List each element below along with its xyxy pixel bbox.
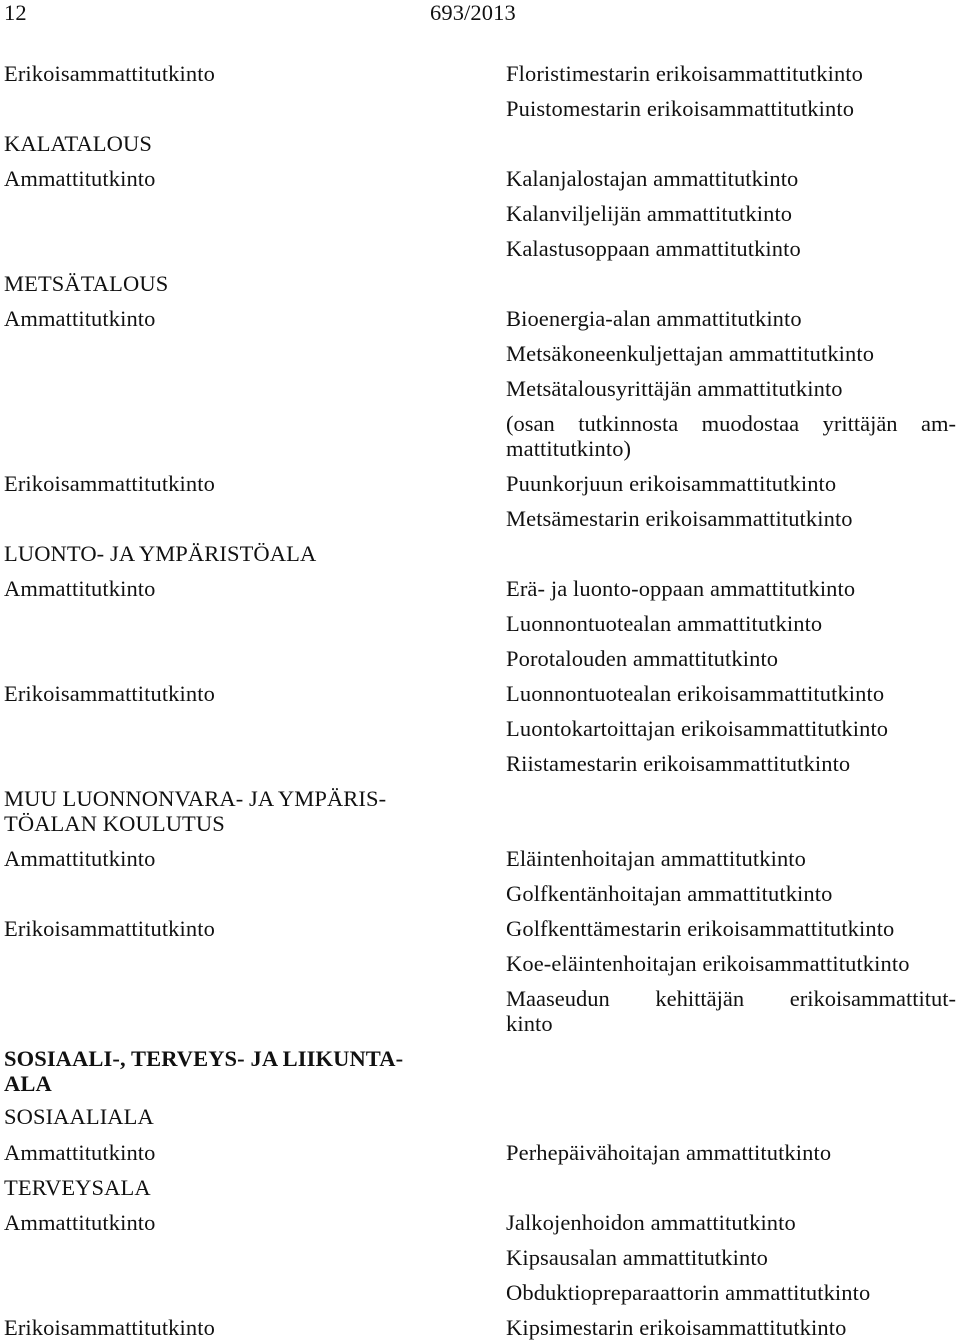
level-label: Erikoisammattitutkinto xyxy=(4,471,215,496)
qualification-item: Luonnontuotealan erikoisammattitutkinto xyxy=(506,681,885,706)
qualification-item: Eläintenhoitajan ammattitutkinto xyxy=(506,846,807,871)
qualification-item: Golfkentänhoitajan ammattitutkinto xyxy=(506,881,833,906)
qualification-item: Erä- ja luonto-oppaan ammattitutkinto xyxy=(506,576,856,601)
level-label: Ammattitutkinto xyxy=(4,846,156,871)
level-label: Erikoisammattitutkinto xyxy=(4,916,215,941)
qualification-item: Porotalouden ammattitutkinto xyxy=(506,646,779,671)
qualification-item-continued: kinto xyxy=(506,1011,553,1036)
level-label: Ammattitutkinto xyxy=(4,1210,156,1235)
qualification-item: Puistomestarin erikoisammattitutkinto xyxy=(506,96,855,121)
qualification-item: Floristimestarin erikoisammattitutkinto xyxy=(506,61,863,86)
qualification-item: Jalkojenhoidon ammattitutkinto xyxy=(506,1210,796,1235)
qualification-item: Metsämestarin erikoisammattitutkinto xyxy=(506,506,853,531)
qualification-item: Riistamestarin erikoisammattitutkinto xyxy=(506,751,851,776)
section-heading: MUU LUONNONVARA- JA YMPÄRIS- xyxy=(4,786,387,811)
qualification-item: Kipsausalan ammattitutkinto xyxy=(506,1245,769,1270)
level-label: Erikoisammattitutkinto xyxy=(4,681,215,706)
section-heading: SOSIAALIALA xyxy=(4,1104,154,1129)
level-label: Ammattitutkinto xyxy=(4,166,156,191)
main-section-heading: SOSIAALI-, TERVEYS- JA LIIKUNTA- xyxy=(4,1046,404,1071)
issue-number: 693/2013 xyxy=(430,0,516,25)
level-label: Ammattitutkinto xyxy=(4,1140,156,1165)
qualification-item: Puunkorjuun erikoisammattitutkinto xyxy=(506,471,837,496)
qualification-item: Golfkenttämestarin erikoisammattitutkinto xyxy=(506,916,895,941)
page-number: 12 xyxy=(4,0,27,25)
qualification-item: Metsätalousyrittäjän ammattitutkinto xyxy=(506,376,843,401)
level-label: Erikoisammattitutkinto xyxy=(4,1315,215,1340)
qualification-item: Koe-eläintenhoitajan erikoisammattitutkinto xyxy=(506,951,910,976)
qualification-item: Metsäkoneenkuljettajan ammattitutkinto xyxy=(506,341,875,366)
qualification-item: Kipsimestarin erikoisammattitutkinto xyxy=(506,1315,847,1340)
section-heading: TERVEYSALA xyxy=(4,1175,151,1200)
qualification-item: Obduktiopreparaattorin ammattitutkinto xyxy=(506,1280,871,1305)
section-heading: KALATALOUS xyxy=(4,131,152,156)
main-section-heading-continued: ALA xyxy=(4,1071,52,1096)
qualification-item: Perhepäivähoitajan ammattitutkinto xyxy=(506,1140,832,1165)
qualification-item: Maaseudun kehittäjän erikoisammattitut- xyxy=(506,986,956,1011)
section-heading: METSÄTALOUS xyxy=(4,271,169,296)
qualification-item: Luontokartoittajan erikoisammattitutkinto xyxy=(506,716,889,741)
level-label: Ammattitutkinto xyxy=(4,576,156,601)
qualification-item: Kalanviljelijän ammattitutkinto xyxy=(506,201,793,226)
level-label: Erikoisammattitutkinto xyxy=(4,61,215,86)
qualification-item: Bioenergia-alan ammattitutkinto xyxy=(506,306,802,331)
qualification-item: Kalanjalostajan ammattitutkinto xyxy=(506,166,799,191)
section-heading: LUONTO- JA YMPÄRISTÖALA xyxy=(4,541,317,566)
level-label: Ammattitutkinto xyxy=(4,306,156,331)
qualification-note: (osan tutkinnosta muodostaa yrittäjän am- xyxy=(506,411,956,436)
qualification-item: Luonnontuotealan ammattitutkinto xyxy=(506,611,823,636)
section-heading-continued: TÖALAN KOULUTUS xyxy=(4,811,225,836)
qualification-item: Kalastusoppaan ammattitutkinto xyxy=(506,236,801,261)
qualification-note-continued: mattitutkinto) xyxy=(506,436,632,461)
